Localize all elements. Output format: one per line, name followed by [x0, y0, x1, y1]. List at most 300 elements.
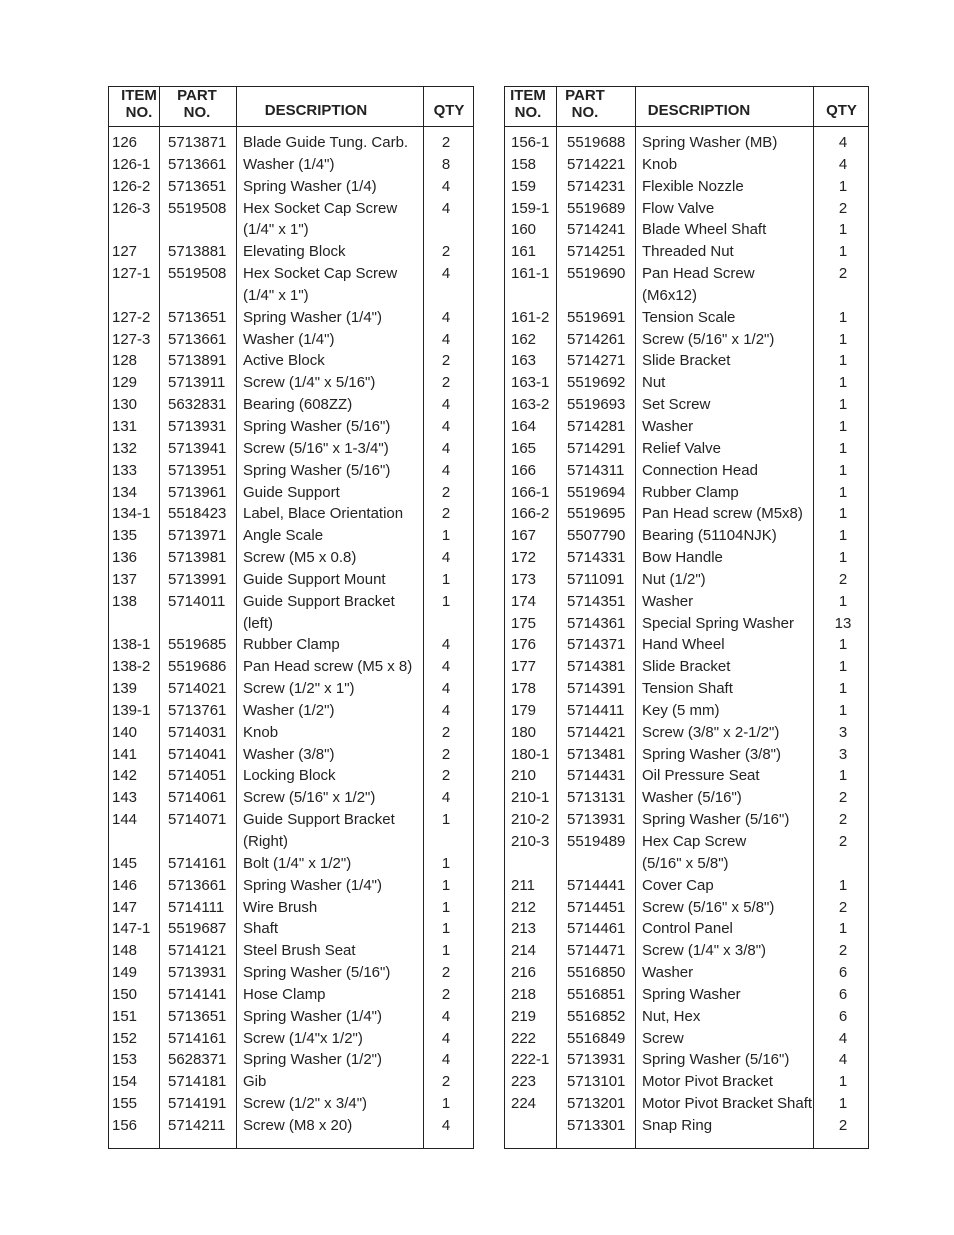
quantity-cell: 1: [441, 942, 451, 960]
quantity-cell: 2: [838, 199, 848, 217]
description-cell: Washer (3/8"): [243, 745, 335, 763]
description-cell: Oil Pressure Seat: [642, 767, 760, 785]
header-description: DESCRIPTION: [264, 102, 368, 119]
quantity-cell: 1: [838, 396, 848, 414]
table-row: [505, 460, 868, 482]
table-row: [505, 984, 868, 1006]
item-number-cell: 173: [511, 570, 537, 588]
description-cell: Active Block: [243, 352, 325, 370]
item-number-cell: 155: [112, 1095, 138, 1113]
quantity-cell: 2: [441, 505, 451, 523]
description-cell: Connection Head: [642, 461, 758, 479]
item-number-cell: 147-1: [112, 920, 151, 938]
table-row: [505, 154, 868, 176]
description-cell: Pan Head screw (M5 x 8): [243, 658, 413, 676]
quantity-cell: 2: [441, 483, 451, 501]
part-number-cell: 5713651: [168, 1007, 227, 1025]
quantity-cell: 4: [441, 1029, 451, 1047]
part-number-cell: 5711091: [567, 570, 625, 588]
part-number-cell: 5714221: [567, 155, 626, 173]
item-number-cell: 167: [511, 527, 537, 545]
description-cell: Washer (1/4"): [243, 155, 335, 173]
part-number-cell: 5714071: [168, 811, 227, 829]
table-row: [109, 1071, 473, 1093]
description-cell: Washer: [642, 592, 694, 610]
description-cell: Spring Washer (5/16"): [642, 1051, 790, 1069]
item-number-cell: 128: [112, 352, 138, 370]
quantity-cell: 2: [838, 789, 848, 807]
quantity-cell: 1: [838, 439, 848, 457]
part-number-cell: 5713911: [168, 374, 226, 392]
item-number-cell: 222: [511, 1029, 537, 1047]
table-row: [505, 940, 868, 962]
table-row: [109, 394, 473, 416]
header-item-line2: NO.: [125, 104, 153, 121]
description-cell: Bearing (51104NJK): [642, 527, 777, 545]
table-row: [109, 809, 473, 831]
item-number-cell: 150: [112, 985, 138, 1003]
item-number-cell: 145: [112, 854, 138, 872]
item-number-cell: 138: [112, 592, 138, 610]
part-number-cell: 5714451: [567, 898, 626, 916]
part-number-cell: 5714351: [567, 592, 626, 610]
quantity-cell: 4: [838, 155, 848, 173]
description-cell: Screw (5/16" x 5/8"): [642, 898, 775, 916]
description-cell: Guide Support: [243, 483, 340, 501]
item-number-cell: 158: [511, 155, 537, 173]
table-row: [109, 744, 473, 766]
description-cell: Nut: [642, 374, 666, 392]
quantity-cell: 1: [838, 527, 848, 545]
description-cell: Guide Support Bracket: [243, 592, 395, 610]
part-number-cell: 5714421: [567, 723, 626, 741]
quantity-cell: 4: [838, 134, 848, 151]
description-cell: Screw (1/4" x 3/8"): [642, 942, 767, 960]
description-cell: Slide Bracket: [642, 352, 731, 370]
table-row: [505, 809, 868, 831]
table-row: [505, 1028, 868, 1050]
quantity-cell: 2: [441, 723, 451, 741]
parts-table-right: [504, 86, 869, 1149]
quantity-cell: 4: [441, 330, 451, 348]
part-number-cell: 5519685: [168, 636, 227, 654]
table-row: [505, 219, 868, 241]
part-number-cell: 5713661: [168, 876, 227, 894]
quantity-cell: 2: [838, 942, 848, 960]
quantity-cell: 3: [838, 745, 848, 763]
table-row: [505, 176, 868, 198]
quantity-cell: 1: [441, 592, 451, 610]
description-cell: Washer: [642, 417, 694, 435]
part-number-cell: 5516849: [567, 1029, 626, 1047]
item-number-cell: 131: [112, 417, 138, 435]
description-cell: Angle Scale: [243, 527, 324, 545]
part-number-cell: 5632831: [168, 396, 227, 414]
item-number-cell: 138-2: [112, 658, 151, 676]
item-number-cell: 179: [511, 701, 537, 719]
description-cell: Cover Cap: [642, 876, 714, 894]
header-item-no: [111, 87, 167, 126]
item-number-cell: 218: [511, 985, 537, 1003]
description-cell: Screw (5/16" x 1-3/4"): [243, 439, 389, 457]
table-row: [109, 853, 473, 875]
description-cell: Relief Valve: [642, 439, 721, 457]
table-row: [505, 897, 868, 919]
header-item-no: [505, 87, 551, 126]
part-number-cell: 5714161: [168, 1029, 227, 1047]
part-number-cell: 5714281: [567, 417, 626, 435]
header-qty: QTY: [826, 102, 857, 119]
description-cell: Screw (1/2" x 1"): [243, 680, 355, 698]
header-part-line1: PART: [177, 87, 217, 104]
item-number-cell: 144: [112, 811, 138, 829]
description-cell: Flow Valve: [642, 199, 715, 217]
table-row: [505, 1115, 868, 1137]
quantity-cell: 2: [441, 964, 451, 982]
description-cell: Spring Washer (1/2"): [243, 1051, 382, 1069]
item-number-cell: 143: [112, 789, 138, 807]
item-number-cell: 136: [112, 549, 138, 567]
part-number-cell: 5714261: [567, 330, 626, 348]
item-number-cell: 166-2: [511, 505, 550, 523]
item-number-cell: 140: [112, 723, 138, 741]
description-cell: Washer (1/2"): [243, 701, 335, 719]
description-cell: Screw (1/2" x 3/4"): [243, 1095, 368, 1113]
part-number-cell: 5518423: [168, 505, 227, 523]
description-cell: Knob: [243, 723, 279, 741]
part-number-cell: 5519508: [168, 265, 227, 283]
item-number-cell: 161: [511, 243, 537, 261]
quantity-cell: 4: [441, 461, 451, 479]
table-row: [109, 613, 473, 635]
quantity-cell: 1: [441, 876, 451, 894]
item-number-cell: 164: [511, 417, 537, 435]
description-cell: Steel Brush Seat: [243, 942, 356, 960]
quantity-cell: 1: [838, 636, 848, 654]
item-number-cell: 149: [112, 964, 138, 982]
quantity-cell: 1: [838, 374, 848, 392]
item-number-cell: 153: [112, 1051, 138, 1069]
part-number-cell: 5519691: [567, 308, 626, 326]
description-cell: Screw (M5 x 0.8): [243, 549, 357, 567]
part-number-cell: 5714391: [567, 680, 626, 698]
quantity-cell: 1: [441, 854, 451, 872]
quantity-cell: 4: [838, 1029, 848, 1047]
table-row: [109, 700, 473, 722]
part-number-cell: 5507790: [567, 527, 626, 545]
table-row: [109, 940, 473, 962]
item-number-cell: 134-1: [112, 505, 151, 523]
table-row: [505, 1071, 868, 1093]
description-cell: Pan Head screw (M5x8): [642, 505, 803, 523]
item-number-cell: 162: [511, 330, 537, 348]
item-number-cell: 161-1: [511, 265, 550, 283]
part-number-cell: 5714141: [168, 985, 227, 1003]
quantity-cell: 1: [838, 221, 848, 239]
part-number-cell: 5714411: [567, 701, 625, 719]
description-cell: Blade Guide Tung. Carb.: [243, 134, 409, 151]
description-cell: Guide Support Mount: [243, 570, 386, 588]
quantity-cell: 1: [441, 920, 451, 938]
description-cell: Snap Ring: [642, 1116, 713, 1134]
description-cell: Spring Washer (3/8"): [642, 745, 781, 763]
part-number-cell: 5714471: [567, 942, 626, 960]
item-number-cell: 160: [511, 221, 537, 239]
table-row: [109, 482, 473, 504]
item-number-cell: 132: [112, 439, 138, 457]
table-row: [109, 875, 473, 897]
description-cell: Slide Bracket: [642, 658, 731, 676]
table-row: [109, 984, 473, 1006]
header-item-line2: NO.: [514, 104, 542, 121]
table-row: [505, 525, 868, 547]
part-number-cell: 5519689: [567, 199, 626, 217]
description-cell: Pan Head Screw: [642, 265, 755, 283]
quantity-cell: 4: [441, 177, 451, 195]
table-body-left: [109, 132, 473, 1137]
part-number-cell: 5714241: [567, 221, 626, 239]
table-row: [505, 307, 868, 329]
item-number-cell: 165: [511, 439, 537, 457]
description-cell: Label, Blace Orientation: [243, 505, 404, 523]
table-row: [505, 962, 868, 984]
table-row: [109, 132, 473, 154]
description-cell: Spring Washer (5/16"): [243, 964, 391, 982]
table-row: [505, 1093, 868, 1115]
part-number-cell: 5714331: [567, 549, 626, 567]
item-number-cell: 139-1: [112, 701, 151, 719]
quantity-cell: 4: [441, 549, 451, 567]
item-number-cell: 180: [511, 723, 537, 741]
table-row: [505, 241, 868, 263]
item-number-cell: 213: [511, 920, 537, 938]
part-number-cell: 5713931: [168, 964, 227, 982]
part-number-cell: 5628371: [168, 1051, 227, 1069]
quantity-cell: 1: [838, 308, 848, 326]
table-row: [505, 591, 868, 613]
description-cell: Key (5 mm): [642, 701, 720, 719]
table-row: [109, 656, 473, 678]
table-row: [109, 503, 473, 525]
table-row: [109, 634, 473, 656]
table-row: [109, 1115, 473, 1137]
quantity-cell: 1: [838, 592, 848, 610]
item-number-cell: 154: [112, 1073, 138, 1091]
item-number-cell: 139: [112, 680, 138, 698]
quantity-cell: 1: [838, 243, 848, 261]
quantity-cell: 2: [838, 265, 848, 283]
part-number-cell: 5519687: [168, 920, 227, 938]
table-row: [505, 918, 868, 940]
description-cell: Screw (M8 x 20): [243, 1116, 353, 1134]
part-number-cell: 5713931: [567, 811, 626, 829]
part-number-cell: 5713871: [168, 134, 227, 151]
part-number-cell: 5713661: [168, 155, 227, 173]
table-row: [109, 263, 473, 285]
item-number-cell: 210: [511, 767, 537, 785]
description-cell: Spring Washer (MB): [642, 134, 778, 151]
item-number-cell: 172: [511, 549, 537, 567]
quantity-cell: 1: [838, 701, 848, 719]
table-row: [109, 525, 473, 547]
description-cell: Hex Socket Cap Screw: [243, 199, 398, 217]
quantity-cell: 1: [838, 767, 848, 785]
table-body-right: [505, 132, 868, 1137]
part-number-cell: 5519690: [567, 265, 626, 283]
description-cell: Hand Wheel: [642, 636, 725, 654]
item-number-cell: 127-1: [112, 265, 151, 283]
description-cell: Spring Washer: [642, 985, 741, 1003]
part-number-cell: 5713961: [168, 483, 227, 501]
item-number-cell: 152: [112, 1029, 138, 1047]
part-number-cell: 5713301: [567, 1116, 626, 1134]
part-number-cell: 5519489: [567, 833, 626, 850]
quantity-cell: 4: [441, 439, 451, 457]
quantity-cell: 2: [441, 1073, 451, 1091]
header-part-line1: PART: [565, 87, 605, 104]
part-number-cell: 5713891: [168, 352, 227, 370]
quantity-cell: 1: [838, 658, 848, 676]
part-number-cell: 5714121: [168, 942, 227, 960]
item-number-cell: 156-1: [511, 134, 550, 151]
part-number-cell: 5713201: [567, 1095, 626, 1113]
quantity-cell: 2: [838, 570, 848, 588]
part-number-cell: 5714191: [168, 1095, 227, 1113]
part-number-cell: 5714441: [567, 876, 626, 894]
part-number-cell: 5713651: [168, 177, 227, 195]
part-number-cell: 5714371: [567, 636, 626, 654]
quantity-cell: 4: [441, 658, 451, 676]
table-row: [109, 154, 473, 176]
part-number-cell: 5519688: [567, 134, 626, 151]
part-number-cell: 5714461: [567, 920, 626, 938]
table-row: [109, 285, 473, 307]
header-item-line1: ITEM: [121, 87, 157, 104]
quantity-cell: 2: [441, 374, 451, 392]
header-part-no: [165, 87, 229, 126]
table-row: [505, 744, 868, 766]
item-number-cell: 222-1: [511, 1051, 550, 1069]
table-row: [109, 219, 473, 241]
description-cell: Locking Block: [243, 767, 336, 785]
quantity-cell: 1: [441, 898, 451, 916]
table-row: [109, 438, 473, 460]
item-number-cell: 163: [511, 352, 537, 370]
quantity-cell: 4: [441, 1007, 451, 1025]
item-number-cell: 134: [112, 483, 138, 501]
table-row: [109, 176, 473, 198]
item-number-cell: 166-1: [511, 483, 550, 501]
description-cell: Spring Washer (5/16"): [642, 811, 790, 829]
header-part-line2: NO.: [571, 104, 599, 121]
quantity-cell: 1: [838, 920, 848, 938]
item-number-cell: 141: [112, 745, 138, 763]
quantity-cell: 6: [838, 985, 848, 1003]
item-number-cell: 137: [112, 570, 138, 588]
description-cell: (M6x12): [642, 286, 698, 304]
description-cell: Control Panel: [642, 920, 733, 938]
part-number-cell: 5519695: [567, 505, 626, 523]
part-number-cell: 5714181: [168, 1073, 227, 1091]
part-number-cell: 5714311: [567, 461, 625, 479]
quantity-cell: 4: [441, 636, 451, 654]
table-row: [505, 263, 868, 285]
description-cell: Washer (1/4"): [243, 330, 335, 348]
description-cell: (Right): [243, 833, 289, 850]
table-row: [109, 722, 473, 744]
item-number-cell: 159: [511, 177, 537, 195]
part-number-cell: 5519508: [168, 199, 227, 217]
part-number-cell: 5713991: [168, 570, 227, 588]
quantity-cell: 1: [838, 876, 848, 894]
description-cell: Spring Washer (1/4): [243, 177, 377, 195]
quantity-cell: 4: [441, 199, 451, 217]
part-number-cell: 5713951: [168, 461, 227, 479]
quantity-cell: 4: [441, 308, 451, 326]
part-number-cell: 5714211: [168, 1116, 226, 1134]
item-number-cell: 210-3: [511, 833, 550, 850]
quantity-cell: 4: [441, 1116, 451, 1134]
description-cell: Flexible Nozzle: [642, 177, 744, 195]
table-row: [109, 918, 473, 940]
item-number-cell: 151: [112, 1007, 138, 1025]
description-cell: Screw: [642, 1029, 684, 1047]
item-number-cell: 210-2: [511, 811, 550, 829]
item-number-cell: 210-1: [511, 789, 550, 807]
quantity-cell: 1: [838, 417, 848, 435]
table-row: [505, 787, 868, 809]
description-cell: Nut, Hex: [642, 1007, 701, 1025]
table-row: [505, 416, 868, 438]
quantity-cell: 6: [838, 1007, 848, 1025]
part-number-cell: 5714011: [168, 592, 226, 610]
table-row: [109, 1093, 473, 1115]
quantity-cell: 1: [838, 680, 848, 698]
description-cell: Nut (1/2"): [642, 570, 706, 588]
quantity-cell: 4: [441, 701, 451, 719]
item-number-cell: 216: [511, 964, 537, 982]
quantity-cell: 1: [838, 549, 848, 567]
table-row: [505, 1006, 868, 1028]
item-number-cell: 211: [511, 876, 535, 894]
part-number-cell: 5713941: [168, 439, 227, 457]
item-number-cell: 175: [511, 614, 537, 632]
table-row: [505, 198, 868, 220]
table-row: [109, 897, 473, 919]
quantity-cell: 4: [838, 1051, 848, 1069]
table-row: [109, 1028, 473, 1050]
description-cell: Bolt (1/4" x 1/2"): [243, 854, 352, 872]
quantity-cell: 2: [441, 243, 451, 261]
table-row: [109, 372, 473, 394]
description-cell: Washer (5/16"): [642, 789, 742, 807]
description-cell: (1/4" x 1"): [243, 221, 309, 239]
description-cell: Motor Pivot Bracket Shaft: [642, 1095, 813, 1113]
part-number-cell: 5714051: [168, 767, 227, 785]
table-row: [505, 569, 868, 591]
table-row: [109, 569, 473, 591]
part-number-cell: 5713661: [168, 330, 227, 348]
header-description: DESCRIPTION: [647, 102, 751, 119]
item-number-cell: 177: [511, 658, 537, 676]
table-row: [109, 416, 473, 438]
item-number-cell: 174: [511, 592, 537, 610]
table-row: [505, 438, 868, 460]
quantity-cell: 2: [838, 833, 848, 850]
header-item-line1: ITEM: [510, 87, 546, 104]
table-row: [505, 132, 868, 154]
description-cell: Motor Pivot Bracket: [642, 1073, 773, 1091]
